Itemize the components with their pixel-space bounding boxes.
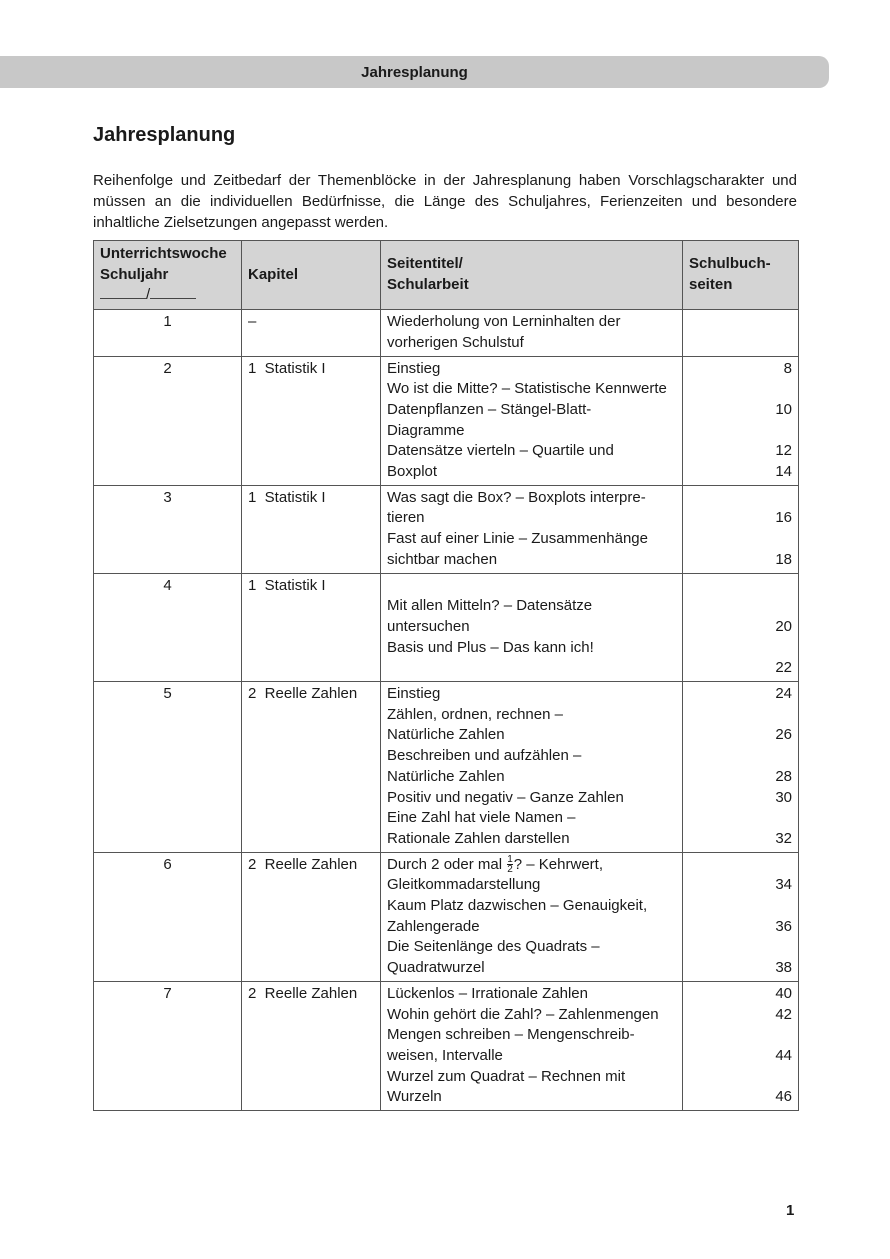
page-title-line: Positiv und negativ – Ganze Zahlen [387, 788, 624, 806]
header-page-title [381, 241, 683, 310]
textbook-page-number [689, 1025, 792, 1046]
cell-textbook-pages [683, 356, 799, 485]
page-title-line: Lückenlos – Irrationale Zahlen [387, 984, 588, 1002]
cell-textbook-pages [683, 573, 799, 681]
page-title-line: Basis und Plus – Das kann ich! [387, 638, 594, 656]
table-body [94, 310, 799, 1111]
year-plan-table [93, 240, 799, 1111]
page-title-text: Durch 2 oder mal [387, 855, 507, 873]
fraction-numerator: 1 [507, 854, 513, 866]
textbook-page-number: 8 [783, 359, 792, 377]
page-title-line: Wurzeln [387, 1088, 442, 1106]
cell-page-titles [381, 573, 683, 681]
cell-page-titles [381, 485, 683, 573]
header-schoolyear-label: Schuljahr [100, 265, 169, 283]
textbook-page-number: 40 [775, 984, 792, 1002]
textbook-page-number [689, 1067, 792, 1088]
header-banner-title: Jahresplanung [361, 63, 468, 81]
textbook-page-number: 10 [775, 400, 792, 418]
table-row [94, 356, 799, 485]
textbook-page-number [689, 421, 792, 442]
page-title-line [387, 576, 676, 597]
fraction-one-half [507, 855, 513, 874]
cell-page-titles [381, 852, 683, 981]
textbook-page-number [689, 596, 792, 617]
textbook-page-number [689, 333, 792, 354]
cell-chapter: 1 Statistik I [242, 573, 381, 681]
header-page-title-line2: Schularbeit [387, 276, 469, 294]
textbook-page-number: 20 [775, 617, 792, 635]
table-row [94, 852, 799, 981]
textbook-page-number: 22 [775, 659, 792, 677]
cell-week: 1 [94, 310, 242, 356]
page-title-line: sichtbar machen [387, 550, 498, 568]
cell-page-titles [381, 682, 683, 853]
textbook-page-number: 46 [775, 1088, 792, 1106]
cell-week: 7 [94, 981, 242, 1110]
textbook-page-number: 42 [775, 1005, 792, 1023]
page-number: 1 [786, 1202, 795, 1219]
textbook-page-number: 36 [775, 917, 792, 935]
textbook-page-number: 32 [775, 829, 792, 847]
page-title-line: Die Seitenlänge des Quadrats – [387, 938, 600, 956]
textbook-page-number: 38 [775, 959, 792, 977]
table-row [94, 573, 799, 681]
textbook-page-number [689, 379, 792, 400]
cell-page-titles [381, 981, 683, 1110]
page-title-line: Datenpflanzen – Stängel-Blatt- [387, 400, 592, 418]
cell-week: 2 [94, 356, 242, 485]
table-row [94, 485, 799, 573]
page-title-line: Natürliche Zahlen [387, 726, 505, 744]
page-title-line [387, 855, 676, 876]
textbook-page-number [689, 746, 792, 767]
page-title-line: Was sagt die Box? – Boxplots interpre- [387, 488, 646, 506]
page-title-line: Wurzel zum Quadrat – Rechnen mit [387, 1067, 626, 1085]
cell-chapter: – [242, 310, 381, 356]
cell-week: 5 [94, 682, 242, 853]
textbook-page-number: 16 [775, 509, 792, 527]
page-title-line: Quadratwurzel [387, 959, 485, 977]
textbook-page-number: 24 [775, 685, 792, 703]
cell-week: 6 [94, 852, 242, 981]
textbook-page-number [689, 312, 792, 333]
page-title-line: Wiederholung von Lerninhalten der [387, 313, 621, 331]
table-row [94, 981, 799, 1110]
page-title-line: Rationale Zahlen darstellen [387, 829, 570, 847]
page-title: Jahresplanung [93, 124, 236, 146]
schoolyear-start-blank [100, 286, 146, 299]
textbook-page-number: 44 [775, 1046, 792, 1064]
textbook-page-number [689, 529, 792, 550]
cell-textbook-pages [683, 852, 799, 981]
textbook-page-number [689, 855, 792, 876]
cell-chapter: 2 Reelle Zahlen [242, 981, 381, 1110]
textbook-page-number [689, 937, 792, 958]
schoolyear-field [100, 285, 235, 306]
cell-chapter: 1 Statistik I [242, 485, 381, 573]
page-title-line: weisen, Intervalle [387, 1046, 503, 1064]
header-week-label: Unterrichtswoche [100, 245, 227, 262]
cell-chapter: 2 Reelle Zahlen [242, 852, 381, 981]
intro-paragraph: Reihenfolge und Zeitbedarf der Themenblöcke in der Jahresplanung haben Vorschlagscharakter und müssen an die individuellen Bedürfnisse, die Länge des Schuljahres, Ferienzeiten und besondere inhaltliche Zielsetzungen angepasst werden. [93, 172, 797, 231]
cell-page-titles [381, 310, 683, 356]
page-title-line: Fast auf einer Linie – Zusammenhänge [387, 530, 648, 548]
page-title-line: Zahlengerade [387, 917, 480, 935]
schoolyear-end-blank [150, 286, 196, 299]
textbook-page-number: 18 [775, 550, 792, 568]
cell-textbook-pages [683, 485, 799, 573]
page-title-line: Beschreiben und aufzählen – [387, 747, 582, 765]
cell-textbook-pages [683, 682, 799, 853]
textbook-page-number: 26 [775, 726, 792, 744]
textbook-page-number [689, 896, 792, 917]
textbook-page-number: 34 [775, 876, 792, 894]
page-title-line: Einstieg [387, 359, 441, 377]
page-title-line: Wo ist die Mitte? – Statistische Kennwerte [387, 380, 667, 398]
textbook-page-number: 12 [775, 442, 792, 460]
page-title-line: Zählen, ordnen, rechnen – [387, 705, 563, 723]
cell-week: 4 [94, 573, 242, 681]
page-title-line: Datensätze vierteln – Quartile und [387, 442, 614, 460]
page-title-line: Mengen schreiben – Mengenschreib- [387, 1026, 635, 1044]
textbook-page-number [689, 576, 792, 597]
page-title-line: Diagramme [387, 421, 465, 439]
cell-textbook-pages [683, 310, 799, 356]
table-row [94, 682, 799, 853]
page-title-line: tieren [387, 509, 425, 527]
textbook-page-number: 30 [775, 788, 792, 806]
header-week [94, 241, 242, 310]
page-title-line: Mit allen Mitteln? – Datensätze [387, 597, 593, 615]
header-pages-line2: seiten [689, 276, 733, 294]
page-title-line: Kaum Platz dazwischen – Genauigkeit, [387, 897, 648, 915]
page-title-line: Wohin gehört die Zahl? – Zahlenmengen [387, 1005, 659, 1023]
textbook-page-number [689, 638, 792, 659]
schoolyear-separator: / [146, 286, 151, 304]
cell-week: 3 [94, 485, 242, 573]
cell-chapter: 2 Reelle Zahlen [242, 682, 381, 853]
cell-chapter: 1 Statistik I [242, 356, 381, 485]
header-pages-line1: Schulbuch- [689, 255, 771, 273]
textbook-page-number [689, 488, 792, 509]
header-page-title-line1: Seitentitel/ [387, 255, 463, 273]
page-title-line: Natürliche Zahlen [387, 767, 505, 785]
page-title-line: Eine Zahl hat viele Namen – [387, 809, 576, 827]
page-title-line: Einstieg [387, 685, 441, 703]
page-title-line: Gleitkommadarstellung [387, 876, 541, 894]
textbook-page-number [689, 808, 792, 829]
header-chapter: Kapitel [242, 241, 381, 310]
header-textbook-pages [683, 241, 799, 310]
cell-textbook-pages [683, 981, 799, 1110]
textbook-page-number: 14 [775, 463, 792, 480]
table-header-row [94, 241, 799, 310]
page-title-line: vorherigen Schulstuf [387, 333, 524, 351]
textbook-page-number [689, 705, 792, 726]
fraction-denominator: 2 [507, 864, 513, 876]
page-title-line: Boxplot [387, 463, 438, 481]
table-row [94, 310, 799, 356]
header-banner [0, 56, 829, 88]
page-title-line: untersuchen [387, 617, 470, 635]
page-title-text: ? – Kehrwert, [513, 855, 603, 873]
textbook-page-number: 28 [775, 767, 792, 785]
cell-page-titles [381, 356, 683, 485]
